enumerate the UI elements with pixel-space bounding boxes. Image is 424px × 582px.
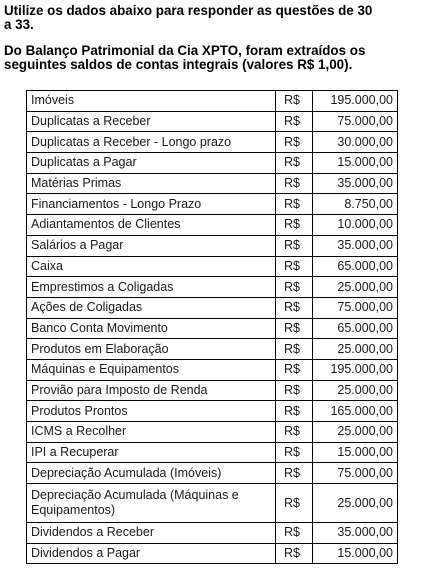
table-row: [27, 484, 398, 523]
amount-cell: 35.000,00: [313, 235, 398, 256]
currency-cell: R$: [276, 380, 313, 401]
account-name-cell: Duplicatas a Pagar: [27, 153, 276, 174]
table-row: [27, 111, 398, 132]
account-name-cell: Emprestimos a Coligadas: [27, 277, 276, 298]
amount-cell: 195.000,00: [313, 91, 398, 112]
intro-paragraph: [4, 4, 424, 32]
account-name-cell: Ações de Coligadas: [27, 297, 276, 318]
currency-cell: R$: [276, 484, 313, 523]
amount-cell: 65.000,00: [313, 256, 398, 277]
amount-cell: 30.000,00: [313, 132, 398, 153]
table-row: [27, 277, 398, 298]
currency-cell: R$: [276, 297, 313, 318]
account-name-cell: Banco Conta Movimento: [27, 318, 276, 339]
table-row: [27, 91, 398, 112]
currency-cell: R$: [276, 235, 313, 256]
currency-cell: R$: [276, 401, 313, 422]
account-name-cell: Caixa: [27, 256, 276, 277]
table-row: [27, 543, 398, 564]
table-row: [27, 297, 398, 318]
amount-cell: 65.000,00: [313, 318, 398, 339]
account-name-cell: IPI a Recuperar: [27, 442, 276, 463]
account-name-cell: Adiantamentos de Clientes: [27, 215, 276, 236]
source-line-2: seguintes saldos de contas integrais (valores R$ 1,00).: [4, 57, 353, 72]
table-row: [27, 256, 398, 277]
table-row: [27, 359, 398, 380]
accounts-table-body: [27, 91, 398, 564]
amount-cell: 25.000,00: [313, 484, 398, 523]
account-name-cell: Dividendos a Receber: [27, 523, 276, 544]
table-row: [27, 442, 398, 463]
amount-cell: 25.000,00: [313, 422, 398, 443]
account-name-cell: Produtos em Elaboração: [27, 339, 276, 360]
table-row: [27, 132, 398, 153]
currency-cell: R$: [276, 194, 313, 215]
account-name-cell: Salários a Pagar: [27, 235, 276, 256]
account-name-cell: ICMS a Recolher: [27, 422, 276, 443]
table-row: [27, 422, 398, 443]
currency-cell: R$: [276, 215, 313, 236]
currency-cell: R$: [276, 256, 313, 277]
account-name-cell: Duplicatas a Receber - Longo prazo: [27, 132, 276, 153]
account-name-cell: Depreciação Acumulada (Máquinas e Equipamentos): [27, 484, 276, 523]
amount-cell: 35.000,00: [313, 523, 398, 544]
amount-cell: 195.000,00: [313, 359, 398, 380]
account-name-cell: Dividendos a Pagar: [27, 543, 276, 564]
currency-cell: R$: [276, 173, 313, 194]
currency-cell: R$: [276, 422, 313, 443]
currency-cell: R$: [276, 339, 313, 360]
currency-cell: R$: [276, 523, 313, 544]
currency-cell: R$: [276, 111, 313, 132]
amount-cell: 25.000,00: [313, 339, 398, 360]
currency-cell: R$: [276, 318, 313, 339]
table-row: [27, 173, 398, 194]
amount-cell: 75.000,00: [313, 463, 398, 484]
table-row: [27, 235, 398, 256]
table-row: [27, 153, 398, 174]
account-name-cell: Matérias Primas: [27, 173, 276, 194]
table-row: [27, 401, 398, 422]
currency-cell: R$: [276, 359, 313, 380]
table-row: [27, 463, 398, 484]
amount-cell: 75.000,00: [313, 111, 398, 132]
source-line-1: Do Balanço Patrimonial da Cia XPTO, foram extraídos os: [4, 43, 366, 58]
account-name-cell: Depreciação Acumulada (Imóveis): [27, 463, 276, 484]
amount-cell: 15.000,00: [313, 543, 398, 564]
currency-cell: R$: [276, 442, 313, 463]
currency-cell: R$: [276, 277, 313, 298]
currency-cell: R$: [276, 543, 313, 564]
table-row: [27, 194, 398, 215]
currency-cell: R$: [276, 132, 313, 153]
amount-cell: 75.000,00: [313, 297, 398, 318]
table-row: [27, 339, 398, 360]
currency-cell: R$: [276, 91, 313, 112]
intro-line-1: Utilize os dados abaixo para responder as questões de 30: [4, 3, 373, 18]
account-name-cell: Financiamentos - Longo Prazo: [27, 194, 276, 215]
amount-cell: 8.750,00: [313, 194, 398, 215]
account-name-cell: Duplicatas a Receber: [27, 111, 276, 132]
currency-cell: R$: [276, 153, 313, 174]
table-row: [27, 523, 398, 544]
amount-cell: 165.000,00: [313, 401, 398, 422]
currency-cell: R$: [276, 463, 313, 484]
amount-cell: 15.000,00: [313, 442, 398, 463]
table-row: [27, 215, 398, 236]
account-name-cell: Provião para Imposto de Renda: [27, 380, 276, 401]
account-name-cell: Máquinas e Equipamentos: [27, 359, 276, 380]
amount-cell: 25.000,00: [313, 277, 398, 298]
account-name-cell: Imóveis: [27, 91, 276, 112]
amount-cell: 15.000,00: [313, 153, 398, 174]
amount-cell: 25.000,00: [313, 380, 398, 401]
amount-cell: 35.000,00: [313, 173, 398, 194]
intro-line-2: a 33.: [4, 17, 34, 32]
table-row: [27, 318, 398, 339]
table-row: [27, 380, 398, 401]
account-name-cell: Produtos Prontos: [27, 401, 276, 422]
amount-cell: 10.000,00: [313, 215, 398, 236]
accounts-table: [26, 90, 398, 564]
source-paragraph: [4, 44, 424, 72]
